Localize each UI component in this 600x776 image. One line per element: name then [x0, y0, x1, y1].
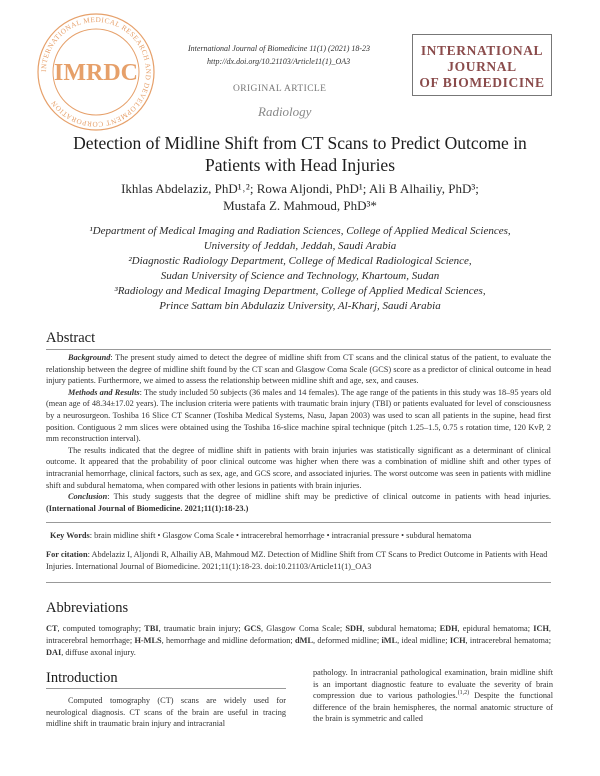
authors-line-1: Ikhlas Abdelaziz, PhD¹˒²; Rowa Aljondi, PhD¹; Ali B Alhailiy, PhD³; [121, 181, 479, 196]
article-type: ORIGINAL ARTICLE [233, 84, 327, 94]
abstract-methods: Methods and Results: The study included 50 subjects (36 males and 14 females). The age range of the patients in this study was 18–95 years old (mean age of 48.34±17.02 years). The inclusion criteria were patients with traumatic brain injury (TBI) or patients evaluated for level of consciousness by a neurosurgeon. Toshiba 16 Slice CT Scanner (Toshiba Medical Systems, Nasu, Japan 2003) was used to scan all patients in the supine, head first position. Contiguous 2 mm slices were obtained using the Toshiba 16-slice machine spiral technique (pitch 1.25–1.5, 0.75 s rotation time, 120 KvP, 2 mm reconstruction interval). [46, 387, 551, 444]
brand-line-3: OF BIOMEDICINE [419, 75, 545, 90]
abbreviation-definition: , ideal midline; [397, 636, 450, 645]
abbreviation-definition: , computed tomography; [57, 624, 145, 633]
introduction-left-column: Computed tomography (CT) scans are widely used for neurological diagnosis. CT scans of the brain are useful in tracing midline shift in traumatic brain injury and intracranial [46, 696, 286, 729]
authors-line-2: Mustafa Z. Mahmoud, PhD³* [223, 198, 377, 213]
affiliations [50, 224, 550, 314]
abbreviation-definition: , traumatic brain injury; [158, 624, 244, 633]
abbreviation-term: dML [295, 636, 314, 645]
abbreviation-definition: , Glasgow Coma Scale; [261, 624, 346, 633]
abstract-body [46, 352, 551, 514]
abbreviation-definition: , epidural hematoma; [457, 624, 534, 633]
abbreviation-term: ICH [449, 636, 466, 645]
abbreviation-definition: , intracerebral hemorrhage; [46, 624, 551, 645]
abstract-bottom-rule [46, 522, 551, 523]
citation-rule [46, 582, 551, 583]
introduction-right-column: pathology. In intracranial pathological examination, brain midline shift is an important diagnostic feature to evaluate the severity of brain compression due to various pathologies.$^{(1,2)}$ Despite the functional difference of the brain hemispheres, the normal anatomic structure of the brain is symmetric and called [313, 668, 553, 724]
affiliation-line: ²Diagnostic Radiology Department, College of Medical Radiological Science, [128, 255, 472, 267]
introduction-rule [46, 688, 286, 689]
abbreviation-definition: , hemorrhage and midline deformation; [161, 636, 296, 645]
title-line-2: Patients with Head Injuries [204, 155, 396, 175]
citation: For citation: Abdelaziz I, Aljondi R, Alhailiy AB, Mahmoud MZ. Detection of Midline Shift from CT Scans to Predict Outcome in Patients with Head Injuries. International Journal of Biomedicine. 2021;11(1):18-23. doi:10.21103/Article11(1)_OA3 [46, 550, 548, 571]
authors [60, 180, 540, 214]
abbreviation-term: iML [381, 636, 398, 645]
abbreviation-term: H-MLS [134, 636, 162, 645]
affiliation-line: University of Jeddah, Jeddah, Saudi Arabia [203, 240, 397, 252]
abstract-heading: Abstract [46, 330, 96, 346]
abstract-conclusion: Conclusion: This study suggests that the degree of midline shift may be predictive of clinical outcome in patients with head injuries.(International Journal of Biomedicine. 2021;11(1):18-23.) [46, 492, 551, 513]
article-subject: Radiology [258, 104, 312, 119]
abbreviation-term: TBI [144, 624, 159, 633]
abbreviation-definition: , subdural hematoma; [362, 624, 440, 633]
abbreviations-heading: Abbreviations [46, 600, 129, 616]
abbreviation-definition: , intracerebral hematoma; [465, 636, 551, 645]
journal-citation-line: International Journal of Biomedicine 11(1) (2021) 18-23 [188, 44, 371, 53]
brand-line-2: JOURNAL [447, 59, 517, 74]
abstract-results: The results indicated that the degree of midline shift in patients with brain injuries was statistically significant as a determinant of clinical outcome. It appeared that the probability of poor clinical outcome was higher when there was a combination of midline shift and other types of intracranial hemorrhage, clinical factors, such as sex, age, and GCS score, and associated injuries. The worst outcome was seen in patients with midline shift and subdural hematoma, when compared with other lesions in patients with brain injuries. [46, 445, 551, 490]
abstract-top-rule [46, 349, 551, 350]
article-title [60, 132, 540, 176]
journal-brand-box [412, 34, 552, 96]
affiliation-line: Prince Sattam bin Abdulaziz University, Al-Kharj, Saudi Arabia [159, 300, 441, 312]
svg-text:IMRDC: IMRDC [54, 60, 138, 86]
abstract-background: Background: The present study aimed to detect the degree of midline shift from CT scans and the clinical status of the patient, to evaluate the relationship between the degree of midline shift found by the CT scan and Glasgow Coma Scale (GCS) score as a predictor of clinical outcome in head injury patients. Furthermore, we aimed to assess the relationship between midline shift and age, sex, and causes. [46, 353, 551, 386]
abbreviation-term: CT [46, 624, 58, 633]
imrdc-logo [32, 8, 160, 136]
abbreviations-list [46, 623, 551, 659]
brand-line-1: INTERNATIONAL [420, 43, 544, 58]
abbreviation-term: ICH [533, 624, 549, 633]
svg-text:INTERNATIONAL MEDICAL RESEARCH: INTERNATIONAL MEDICAL RESEARCH AND DEVELOPMENT CORPORATION [39, 15, 153, 129]
affiliation-line: ¹Department of Medical Imaging and Radiation Sciences, College of Applied Medical Sciences, [89, 225, 511, 237]
introduction-heading: Introduction [46, 670, 118, 686]
abbreviation-term: EDH [439, 624, 458, 633]
abbreviation-definition: , diffuse axonal injury. [61, 648, 136, 657]
affiliation-line: ³Radiology and Medical Imaging Department, College of Applied Medical Sciences, [114, 285, 486, 297]
abbreviation-term: DAI [46, 648, 62, 657]
doi-link[interactable]: http://dx.doi.org/10.21103/Article11(1)_OA3 [207, 57, 351, 66]
keywords: Key Words: brain midline shift • Glasgow Coma Scale • intracerebral hemorrhage • intracranial pressure • subdural hematoma [50, 531, 472, 540]
title-line-1: Detection of Midline Shift from CT Scans to Predict Outcome in [73, 133, 527, 153]
affiliation-line: Sudan University of Science and Technology, Khartoum, Sudan [160, 270, 440, 282]
abbreviation-term: GCS [243, 624, 261, 633]
abbreviation-term: SDH [345, 624, 363, 633]
abbreviation-definition: , deformed midline; [313, 636, 382, 645]
